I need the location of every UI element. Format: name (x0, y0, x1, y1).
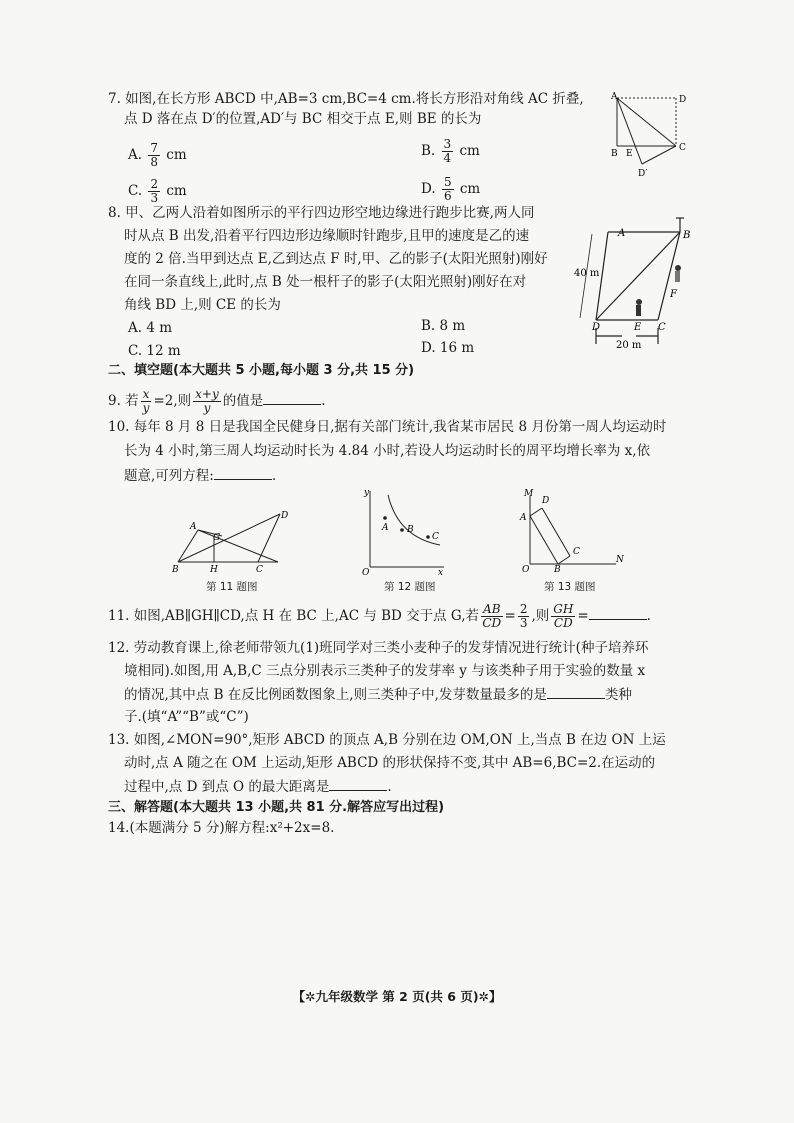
q7-label-b: B (611, 149, 618, 159)
fig12-caption: 第 12 题图 (384, 581, 436, 593)
fig13 (516, 484, 626, 572)
q10-line1: 10. 每年 8 月 8 日是我国全民健身日,据有关部门统计,我省某市居民 8 月份第一周人均运动时 (108, 419, 667, 435)
q12-answer-blank (547, 686, 605, 699)
fig12-label-a: A (382, 523, 389, 533)
q7-label-c: C (679, 143, 686, 153)
q14: 14.(本题满分 5 分)解方程:x²+2x=8. (108, 820, 335, 836)
q8-option-d: D. 16 m (421, 340, 475, 356)
fig11-label-a: A (190, 522, 197, 532)
q13-line3: 过程中,点 D 到点 O 的最大距离是 . (124, 779, 392, 795)
q11-answer-blank (589, 607, 647, 620)
q9-answer-blank (263, 392, 321, 405)
q7-option-d: D. $\frac{5}{6}$ cm (421, 175, 481, 203)
fig11-label-h: H (210, 565, 218, 575)
q7-label-e: E (626, 149, 633, 159)
fig12 (358, 485, 458, 575)
fig13-label-n: N (616, 555, 624, 565)
fig12-label-y: y (364, 488, 370, 498)
q7-label-dprime: D′ (638, 169, 648, 179)
q8-label-a: A (618, 228, 626, 239)
q8-label-b: B (683, 230, 691, 241)
q7-figure (604, 88, 702, 180)
fig13-label-d: D (542, 496, 550, 506)
q8-option-b: B. 8 m (421, 318, 466, 334)
q12-line2: 境相同).如图,用 A,B,C 三点分别表示三类种子的发芽率 y 与该类种子用于实验的数量 x (124, 663, 646, 679)
q10-line2: 长为 4 小时,第三周人均运动时长为 4.84 小时,若设人均运动时长的周平均增长率为 x,依 (124, 443, 651, 459)
q7-option-a: A. $\frac{7}{8}$ cm (128, 141, 187, 169)
q12-line1: 12. 劳动教育课上,徐老师带领九(1)班同学对三类小麦种子的发芽情况进行统计(种子培养环 (108, 640, 649, 656)
q7-line1: 7. 如图,在长方形 ABCD 中,AB=3 cm,BC=4 cm.将长方形沿对角线 AC 折叠, (108, 91, 584, 107)
q8-label-e: E (634, 322, 642, 333)
q7-option-b: B. $\frac{3}{4}$ cm (421, 137, 480, 165)
fig12-label-b: B (407, 525, 414, 535)
q10-line3: 题意,可列方程: . (124, 468, 277, 484)
fig13-caption: 第 13 题图 (544, 581, 596, 593)
fig11-caption: 第 11 题图 (206, 581, 258, 593)
fig13-label-c: C (573, 547, 580, 557)
page-footer: 【✲九年级数学 第 2 页(共 6 页)✲】 (292, 989, 502, 1004)
q8-option-c: C. 12 m (128, 343, 181, 359)
q7-line2: 点 D 落在点 D′的位置,AD′与 BC 相交于点 E,则 BE 的长为 (124, 111, 482, 127)
q12-line3: 的情况,其中点 B 在反比例函数图象上,则三类种子中,发芽数量最多的是 类种 (124, 687, 632, 703)
fig13-label-a: A (520, 513, 527, 523)
q11: 11. 如图,AB∥GH∥CD,点 H 在 BC 上,AC 与 BD 交于点 G,若 $\frac{AB}{CD}$ = $\frac{2}{3}$ ,则 $\frac{GH}{CD}$ = . (108, 602, 651, 630)
fig11-label-d: D (281, 511, 289, 521)
q8-line5: 角线 BD 上,则 CE 的长为 (124, 297, 281, 313)
q7-label-a: A (611, 92, 618, 102)
fig12-label-x: x (438, 568, 444, 575)
q12-line4: 子.(填“A”“B”或“C”) (124, 709, 249, 725)
q8-label-c: C (658, 322, 666, 333)
q8-label-side: 40 m (574, 268, 600, 279)
fig12-label-o: O (362, 568, 370, 575)
q13-answer-blank (329, 778, 387, 791)
fig13-label-o: O (522, 565, 530, 572)
q7-option-c: C. $\frac{2}{3}$ cm (128, 177, 187, 205)
fig11-label-b: B (172, 565, 179, 575)
fig11 (168, 500, 298, 580)
q8-line3: 度的 2 倍.当甲到达点 E,乙到达点 F 时,甲、乙的影子(太阳光照射)刚好 (124, 251, 548, 267)
q8-label-bottom: 20 m (616, 340, 642, 351)
q9: 9. 若 $\frac{x}{y}$ =2,则 $\frac{x+y}{y}$ 的值是 . (108, 387, 326, 415)
section-2-heading: 二、填空题(本大题共 5 小题,每小题 3 分,共 15 分) (108, 363, 415, 378)
q13-line1: 13. 如图,∠MON=90°,矩形 ABCD 的顶点 A,B 分别在边 OM,ON 上,当点 B 在边 ON 上运 (108, 732, 666, 748)
q8-line1: 8. 甲、乙两人沿着如图所示的平行四边形空地边缘进行跑步比赛,两人同 (108, 205, 535, 221)
q8-figure (572, 210, 694, 358)
fig11-label-g: G (213, 533, 221, 543)
q10-answer-blank (214, 467, 272, 480)
section-3-heading: 三、解答题(本大题共 13 小题,共 81 分.解答应写出过程) (108, 800, 445, 815)
q8-line2: 时从点 B 出发,沿着平行四边形边缘顺时针跑步,且甲的速度是乙的速 (124, 228, 530, 244)
q7-label-d: D (679, 95, 687, 105)
fig12-label-c: C (432, 532, 439, 542)
fig13-label-b: B (554, 565, 561, 572)
fig13-label-m: M (524, 489, 534, 499)
q13-line2: 动时,点 A 随之在 OM 上运动,矩形 ABCD 的形状保持不变,其中 AB=6,BC=2.在运动的 (124, 755, 656, 771)
q8-label-d: D (592, 322, 601, 333)
q8-label-f: F (670, 289, 677, 300)
q8-line4: 在同一条直线上,此时,点 B 处一根杆子的影子(太阳光照射)刚好在对 (124, 274, 527, 290)
fig11-label-c: C (256, 565, 263, 575)
q8-option-a: A. 4 m (128, 320, 173, 336)
